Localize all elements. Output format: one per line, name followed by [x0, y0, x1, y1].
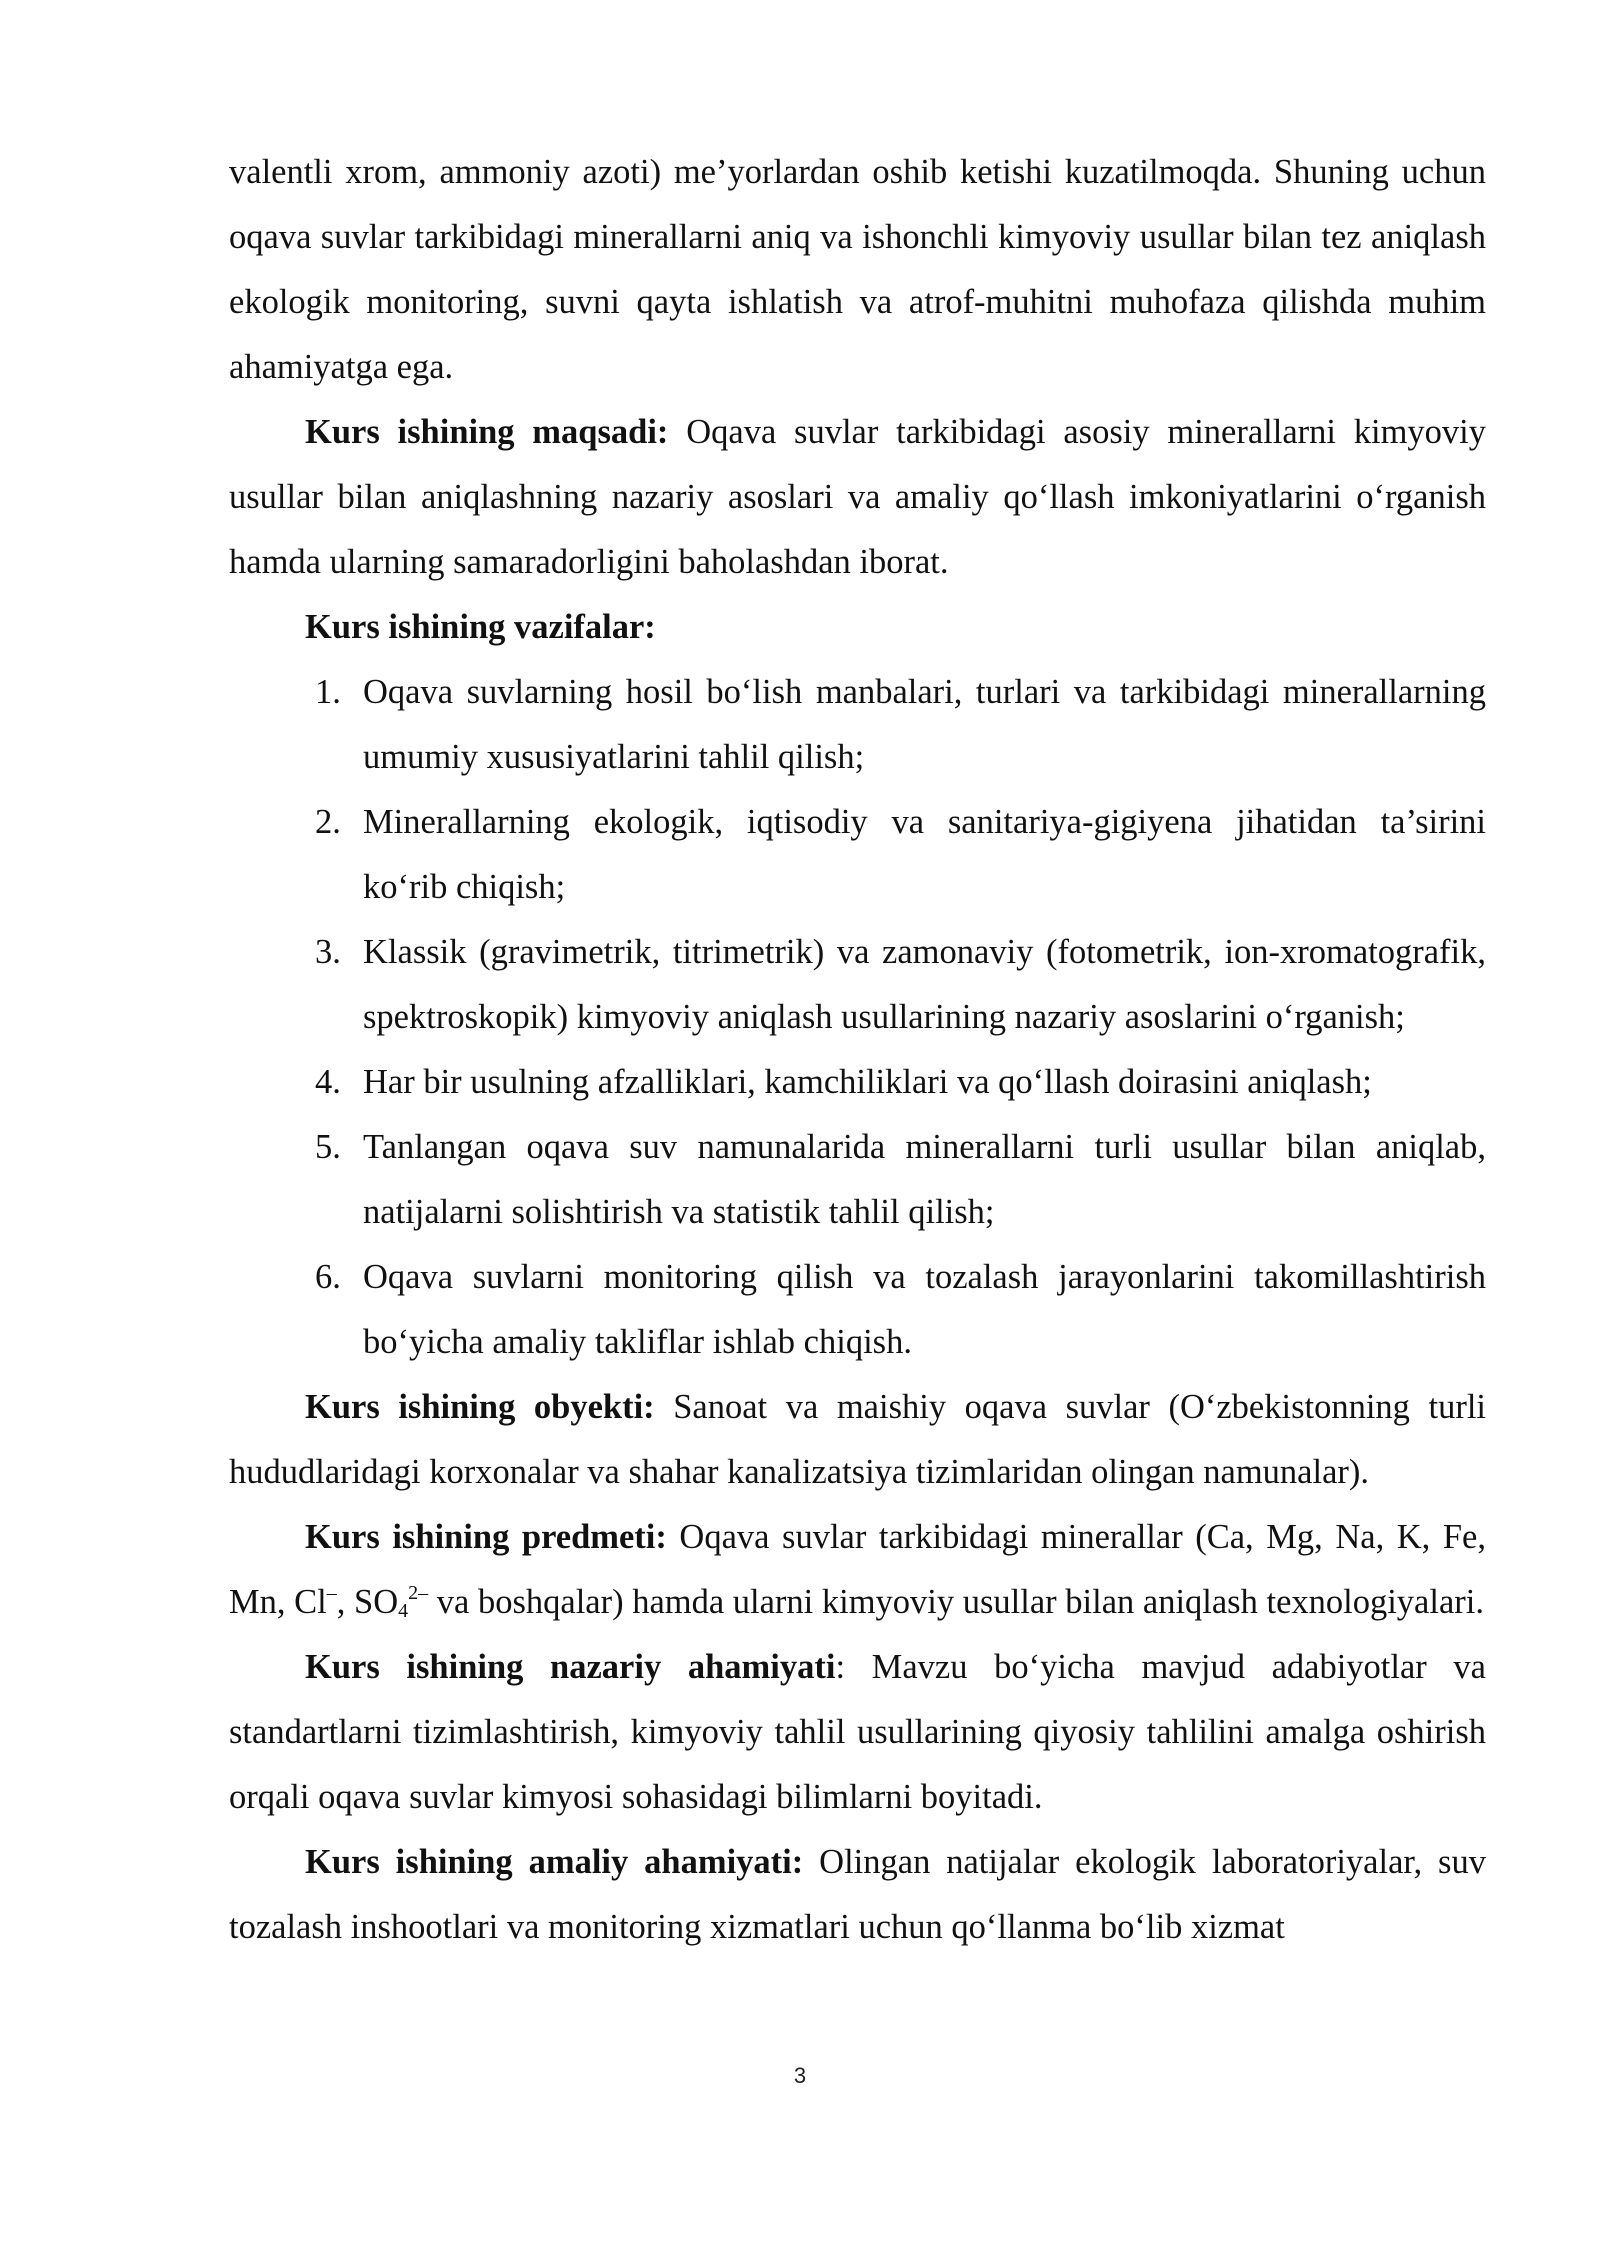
page-body: [229, 140, 1486, 1960]
list-item-number: 3.: [315, 933, 341, 971]
list-item: [229, 920, 1486, 1050]
list-item-text: Oqava suvlarni monitoring qilish va tozalash jarayonlarini takomillashtirish bo‘yicha amaliy takliflar ishlab chiqish.: [363, 1258, 1486, 1361]
subject-text-b: , SO: [336, 1583, 399, 1621]
subject-text-c: va boshqalar) hamda ularni kimyoviy usullar bilan aniqlash texnologiyalari.: [428, 1583, 1484, 1621]
list-item-number: 2.: [315, 803, 341, 841]
goal-paragraph: [229, 400, 1486, 595]
object-text: Sanoat va maishiy oqava suvlar (O‘zbekistonning turli hududlaridagi korxonalar va shahar kanalizatsiya tizimlaridan olingan namunalar).: [229, 1388, 1486, 1491]
sulfate-charge: 2–: [408, 1582, 429, 1604]
practice-text: Olingan natijalar ekologik laboratoriyalar, suv tozalash inshootlari va monitoring xizmatlari uchun qo‘llanma bo‘lib xizmat: [229, 1843, 1486, 1946]
list-item-text: Klassik (gravimetrik, titrimetrik) va zamonaviy (fotometrik, ion-xromatografik, spektroskopik) kimyoviy aniqlash usullarining nazariy asoslarini o‘rganish;: [363, 933, 1486, 1036]
theory-label: Kurs ishining nazariy ahamiyati: [305, 1648, 836, 1686]
list-item-number: 4.: [315, 1063, 341, 1101]
subject-paragraph: [229, 1505, 1486, 1635]
tasks-list: [229, 660, 1486, 1375]
list-item: [229, 660, 1486, 790]
sulfate-subscript: 4: [398, 1600, 409, 1622]
intro-paragraph: valentli xrom, ammoniy azoti) me’yorlardan oshib ketishi kuzatilmoqda. Shuning uchun oqava suvlar tarkibidagi minerallarni aniq va ishonchli kimyoviy usullar bilan tez aniqlash ekologik monitoring, suvni qayta ishlatish va atrof-muhitni muhofaza qilishda muhim ahamiyatga ega.: [229, 153, 1486, 386]
practice-label: Kurs ishining amaliy ahamiyati:: [305, 1843, 804, 1881]
tasks-heading: Kurs ishining vazifalar:: [305, 608, 656, 646]
goal-label: Kurs ishining maqsadi:: [305, 413, 669, 451]
theory-text: : Mavzu bo‘yicha mavjud adabiyotlar va standartlarni tizimlashtirish, kimyoviy tahlil usullarining qiyosiy tahlilini amalga oshirish orqali oqava suvlar kimyosi sohasidagi bilimlarni boyitadi.: [229, 1648, 1486, 1816]
object-label: Kurs ishining obyekti:: [305, 1388, 655, 1426]
list-item: [229, 790, 1486, 920]
list-item: [229, 1050, 1486, 1115]
list-item-number: 5.: [315, 1128, 341, 1166]
page-number: 3: [793, 2063, 807, 2088]
list-item-text: Har bir usulning afzalliklari, kamchiliklari va qo‘llash doirasini aniqlash;: [363, 1063, 1372, 1101]
list-item-text: Tanlangan oqava suv namunalarida minerallarni turli usullar bilan aniqlab, natijalarni solishtirish va statistik tahlil qilish;: [363, 1128, 1486, 1231]
list-item-number: 1.: [315, 673, 341, 711]
practice-paragraph: [229, 1830, 1486, 1960]
object-paragraph: [229, 1375, 1486, 1505]
list-item-number: 6.: [315, 1258, 341, 1296]
subject-text-a: Oqava suvlar tarkibidagi minerallar (Ca, Mg, Na, K, Fe, Mn, Cl: [229, 1518, 1486, 1621]
list-item: [229, 1245, 1486, 1375]
goal-text: Oqava suvlar tarkibidagi asosiy minerallarni kimyoviy usullar bilan aniqlashning nazariy asoslari va amaliy qo‘llash imkoniyatlarini o‘rganish hamda ularning samaradorligini baholashdan iborat.: [229, 413, 1487, 581]
subject-label: Kurs ishining predmeti:: [305, 1518, 667, 1556]
list-item: [229, 1115, 1486, 1245]
list-item-text: Minerallarning ekologik, iqtisodiy va sanitariya-gigiyena jihatidan ta’sirini ko‘rib chiqish;: [363, 803, 1486, 906]
theory-paragraph: [229, 1635, 1486, 1830]
list-item-text: Oqava suvlarning hosil bo‘lish manbalari, turlari va tarkibidagi minerallarning umumiy xususiyatlarini tahlil qilish;: [363, 673, 1486, 776]
chloride-charge: –: [326, 1582, 337, 1604]
